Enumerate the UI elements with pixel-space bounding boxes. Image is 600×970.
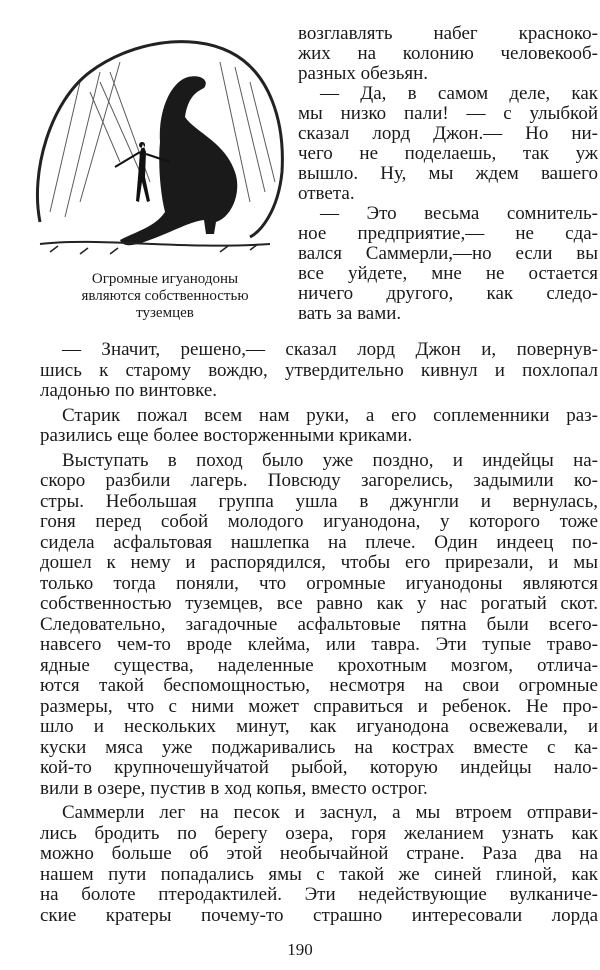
text-line: стры. Небольшая группа ушла в джунгли и вернулась, xyxy=(40,490,598,512)
text-line: жих на колонию человекооб- xyxy=(298,43,598,64)
text-line: ответа. xyxy=(298,183,355,204)
paragraph xyxy=(298,204,598,324)
text-line: мы низко пали! — с улыбкой xyxy=(298,103,598,124)
text-line: лись бродить по берегу озера, горя желанием узнать как xyxy=(40,822,598,844)
text-line: навсего чем-то вроде клейма, или тавра. Эти тупые траво- xyxy=(40,634,598,655)
text-line: разились еще более восторженными криками. xyxy=(40,425,413,446)
text-line: вался Саммерли,—но если вы xyxy=(298,243,598,264)
text-line: разных обезьян. xyxy=(298,63,429,84)
text-line: — Значит, решено,— сказал лорд Джон и, повернув- xyxy=(62,339,598,360)
paragraph xyxy=(40,803,598,926)
text-line: собственностью туземцев, все равно как у нас рогатый скот. xyxy=(40,593,598,614)
text-line: ются такой беспомощностью, несмотря на свои огромные xyxy=(40,675,598,696)
page-number: 190 xyxy=(287,940,313,959)
paragraph xyxy=(40,406,598,447)
text-line: можно больше об этой необычайной стране. Раза два на xyxy=(40,843,598,864)
text-line: возглавлять набег красноко- xyxy=(298,23,598,44)
paragraph xyxy=(298,84,598,204)
text-line: вать за вами. xyxy=(298,303,402,324)
text-line: ничего другого, как следо- xyxy=(298,283,598,304)
text-line: Следовательно, загадочные асфальтовые пятна были всего- xyxy=(40,613,598,635)
paragraph xyxy=(298,24,598,84)
paragraph xyxy=(40,340,598,402)
main-body-text xyxy=(40,340,598,930)
text-line: Выступать в поход было уже поздно, и индейцы на- xyxy=(62,449,598,471)
text-line: только тогда поняли, что огромные игуанодоны являются xyxy=(40,572,598,594)
text-line: скоро разбили лагерь. Повсюду загорелись, задымили ко- xyxy=(40,470,598,491)
text-line: на болоте птеродактилей. Эти недействующие вулканиче- xyxy=(40,884,598,905)
text-line: все уйдете, мне не остается xyxy=(298,263,598,284)
text-line: сказал лорд Джон.— Но ни- xyxy=(298,123,598,144)
text-line: размеры, что с ними может справиться и ребенок. Не про- xyxy=(40,695,598,717)
text-line: ное предприятие,— не сда- xyxy=(298,223,598,244)
text-line: дошел к нему и распорядился, чтобы его прирезали, и мы xyxy=(40,552,598,573)
text-line: куски мяса уже поджаривались на кострах вместе с ка- xyxy=(40,736,598,758)
text-line: шло и нескольких минут, как игуанодона освежевали, и xyxy=(40,716,598,737)
text-line: вышло. Ну, мы ждем вашего xyxy=(298,163,598,184)
text-line: вили в озере, пустив в ход копья, вместо острог. xyxy=(40,777,428,799)
text-line: — Да, в самом деле, как xyxy=(320,83,598,104)
illustration-caption xyxy=(45,271,285,322)
text-line: Старик пожал всем нам руки, а его соплеменники раз- xyxy=(62,404,598,426)
caption-line: Огромные игуанодоны xyxy=(91,271,239,287)
text-line: чего не поделаешь, так уж xyxy=(298,143,598,164)
text-line: нашем пути попадались ямы с такой же синей глиной, как xyxy=(40,863,598,885)
caption-line: являются собственностью xyxy=(81,288,249,304)
text-line: ядные существа, наделенные крохотным мозгом, отлича- xyxy=(40,654,598,676)
text-line: кой-то крупночешуйчатой рыбой, которую индейцы нало- xyxy=(40,757,598,778)
text-line: Саммерли лег на песок и заснул, а мы втроем отправи- xyxy=(62,802,598,823)
text-line: — Это весьма сомнитель- xyxy=(320,203,598,224)
paragraph xyxy=(40,451,598,800)
text-line: сидела асфальтовая нашлепка на плече. Один индеец по- xyxy=(40,531,598,553)
caption-line: туземцев xyxy=(136,305,194,321)
side-column-text xyxy=(298,24,598,324)
text-line: ладонью по винтовке. xyxy=(40,380,218,401)
illustration-iguanodon-and-hunter xyxy=(20,22,292,262)
text-line: шись к старому вождю, утвердительно кивнул и похлопал xyxy=(40,359,598,381)
text-line: гоня перед собой молодого игуанодона, у которого тоже xyxy=(40,511,598,532)
text-line: ские кратеры почему-то страшно интересовали лорда xyxy=(40,904,598,926)
